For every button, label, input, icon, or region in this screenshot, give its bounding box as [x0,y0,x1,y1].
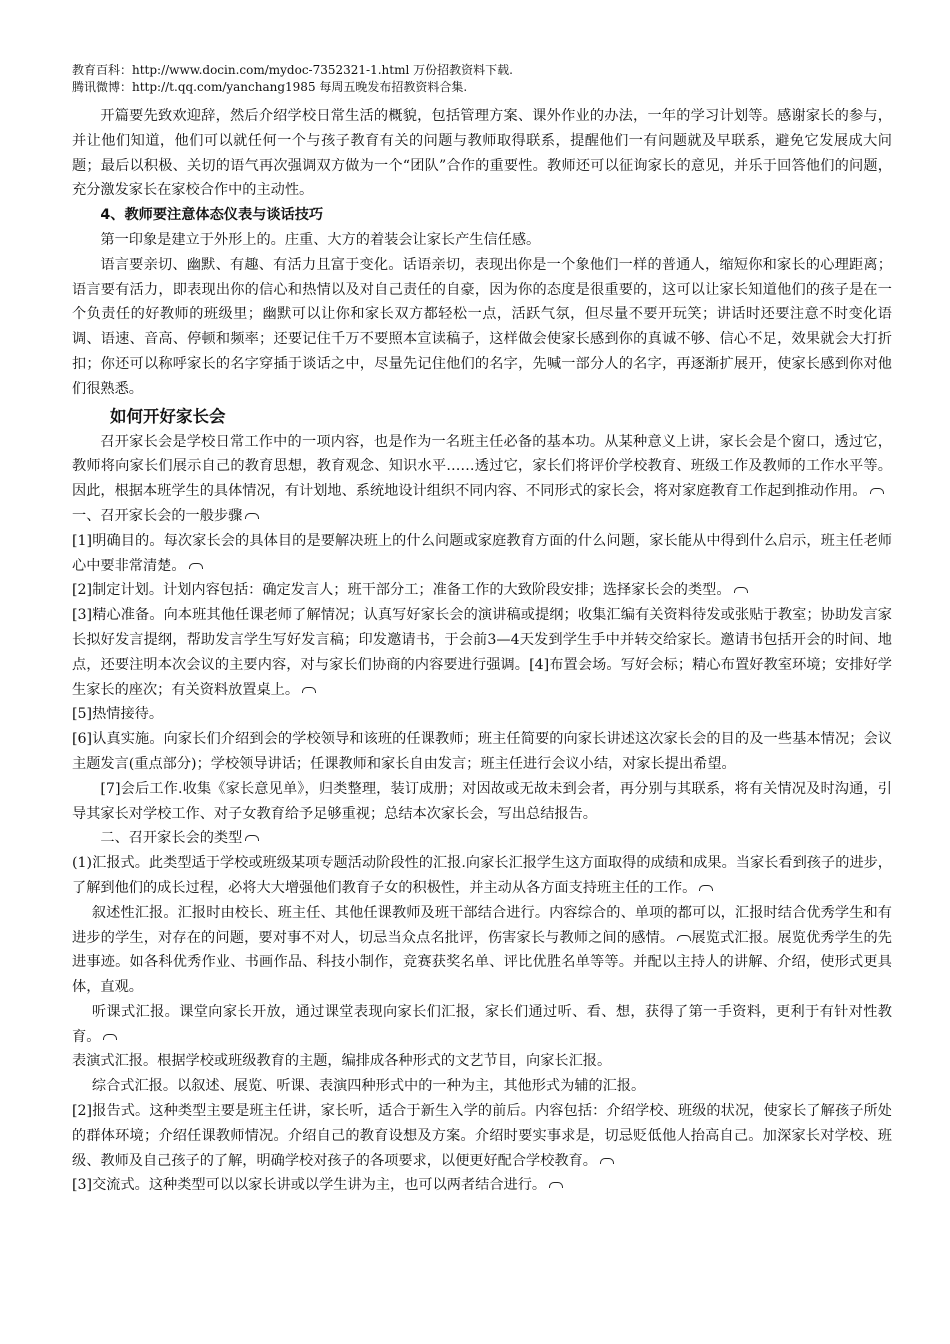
paragraph-mark-icon [189,563,203,569]
type-1-report [72,851,892,901]
subheading-steps-text: 一、召开家长会的一般步骤 [72,507,243,524]
step-1 [72,529,892,579]
type-3-text: [3]交流式。这种类型可以以家长讲或以学生讲为主，也可以两者结合进行。 [72,1177,547,1194]
paragraph-mark-icon [734,587,748,593]
narrative-text: 叙述性汇报。汇报时由校长、班主任、其他任课教师及班干部结合进行。内容综合的、单项的都可以，汇报时结合优秀学生和有进步的学生，对存在的问题，要对事不对人，切忌当众点名批评，伤害家长与教师之间的感情。 [72,904,892,946]
paragraph-mark-icon [699,885,713,891]
paragraph-first-impression: 第一印象是建立于外形上的。庄重、大方的着装会让家长产生信任感。 [100,231,541,248]
paragraph-mark-icon [600,1158,614,1164]
type-1-performance: 表演式汇报。根据学校或班级教育的主题，编排成各种形式的文艺节目，向家长汇报。 [72,1053,612,1070]
type-1-text: (1)汇报式。此类型适于学校或班级某项专题活动阶段性的汇报.向家长汇报学生这方面取得的成绩和成果。当家长看到孩子的进步，了解到他们的成长过程，必将大大增强他们教育子女的积极性，并主动从各方面支持班主任的工作。 [72,855,892,896]
step-5: [5]热情接待。 [72,706,164,723]
type-2-briefing [72,1099,892,1173]
type-1-lecture [72,1000,892,1050]
header-line-weibo: 腾讯微博：http://t.qq.com/yanchang1985 每周五晚发布招教资料合集. [72,80,468,94]
subheading-types [72,826,892,851]
paragraph-mark-icon [245,513,259,519]
header-line-docin: 教育百科：http://www.docin.com/mydoc-7352321-1.html 万份招教资料下载. [72,63,513,77]
exhibition-text: 展览式汇报。展览优秀学生的先进事迹。如各科优秀作业、书画作品、科技小制作，竞赛获奖名单、评比优胜名单等等。并配以主持人的讲解、介绍，使形式更具体，直观。 [72,929,892,996]
paragraph-mark-icon [549,1182,563,1188]
paragraph-mark-icon [103,1034,117,1040]
step-2-text: [2]制定计划。计划内容包括：确定发言人；班干部分工；准备工作的大致阶段安排；选择家长会的类型。 [72,582,731,599]
subheading-steps [72,504,892,529]
step-7: [7]会后工作.收集《家长意见单》，归类整理，装订成册；对因故或无故未到会者，再分别与其联系，将有关情况及时沟通，引导其家长对学校工作、对子女教育给予足够重视；总结本次家长会，写出总结报告。 [72,780,892,822]
paragraph-mark-icon [245,835,259,841]
section-title: 如何开好家长会 [110,406,226,426]
paragraph-intro [72,430,892,504]
step-6: [6]认真实施。向家长们介绍到会的学校领导和该班的任课教师；班主任简要的向家长讲述这次家长会的目的及一些基本情况；会议主题发言(重点部分)；学校领导讲话；任课教师和家长自由发言；班主任进行会议小结，对家长提出希望。 [72,731,892,772]
subheading-types-text: 二、召开家长会的类型 [100,830,243,847]
intro-text: 召开家长会是学校日常工作中的一项内容，也是作为一名班主任必备的基本功。从某种意义上讲，家长会是个窗口，透过它，教师将向家长们展示自己的教育思想，教育观念、知识水平……透过它，家长们将评价学校教育、班级工作及教师的工作水平等。因此，根据本班学生的具体情况，有计划地、系统地设计组织不同内容、不同形式的家长会，将对家庭教育工作起到推动作用。 [72,433,892,500]
paragraph-mark-icon [302,687,316,693]
paragraph-mark-icon [870,488,884,494]
paragraph-language-skills: 语言要亲切、幽默、有趣、有活力且富于变化。话语亲切，表现出你是一个象他们一样的普通人，缩短你和家长的心理距离；语言要有活力，即表现出你的信心和热情以及对自己责任的自豪，因为你的态度是很重要的，这可以让家长知道他们的孩子是在一个负责任的好教师的班级里；幽默可以让你和家长双方都轻松一点，活跃气氛，但尽量不要开玩笑；讲话时还要注意不时变化语调、语速、音高、停顿和频率；还要记住千万不要照本宣读稿子，这样做会使家长感到你的真诚不够、信心不足，效果就会大打折扣；你还可以称呼家长的名字穿插于谈话之中，尽量先记住他们的名字，先喊一部分人的名字，再逐渐扩展开，使家长感到你对他们很熟悉。 [72,256,892,397]
spacer [72,96,892,104]
type-2-text: [2]报告式。这种类型主要是班主任讲，家长听，适合于新生入学的前后。内容包括：介绍学校、班级的状况，使家长了解孩子所处的群体环境；介绍任课教师情况。介绍自己的教育设想及方案。介绍时要实事求是，切忌贬低他人抬高自己。加深家长对学校、班级、教师及自己孩子的了解，明确学校对孩子的各项要求，以便更好配合学校教育。 [72,1103,892,1169]
step-3 [72,603,892,702]
document-page [72,62,892,1198]
heading-teacher-manner: 4、教师要注意体态仪表与谈话技巧 [100,207,324,224]
paragraph-mark-icon [677,935,691,941]
type-1-comprehensive: 综合式汇报。以叙述、展览、听课、表演四种形式中的一种为主，其他形式为辅的汇报。 [91,1078,646,1095]
type-3-exchange [72,1173,892,1198]
step-1-text: [1]明确目的。每次家长会的具体目的是要解决班上的什么问题或家庭教育方面的什么问题，家长能从中得到什么启示，班主任老师心中要非常清楚。 [72,532,892,574]
step-2 [72,578,892,603]
lecture-text: 听课式汇报。课堂向家长开放，通过课堂表现向家长们汇报，家长们通过听、看、想，获得了第一手资料，更利于有针对性教育。 [72,1003,892,1045]
paragraph-opening-speech: 开篇要先致欢迎辞，然后介绍学校日常生活的概貌，包括管理方案、课外作业的办法，一年的学习计划等。感谢家长的参与，并让他们知道，他们可以就任何一个与孩子教育有关的问题与教师取得联系，提醒他们一有问题就及早联系，避免它发展成大问题；最后以积极、关切的语气再次强调双方做为一个“团队”合作的重要性。教师还可以征询家长的意见，并乐于回答他们的问题，充分激发家长在家校合作中的主动性。 [72,108,892,199]
type-1-narrative [72,901,892,1000]
step-3-text: [3]精心准备。向本班其他任课老师了解情况；认真写好家长会的演讲稿或提纲；收集汇编有关资料待发或张贴于教室；协助发言家长拟好发言提纲，帮助发言学生写好发言稿；印发邀请书，于会前3—4天发到学生手中并转交给家长。邀请书包括开会的时间、地点，还要注明本次会议的主要内容，对与家长们协商的内容要进行强调。[4]布置会场。写好会标；精心布置好教室环境；安排好学生家长的座次；有关资料放置桌上。 [72,607,892,698]
